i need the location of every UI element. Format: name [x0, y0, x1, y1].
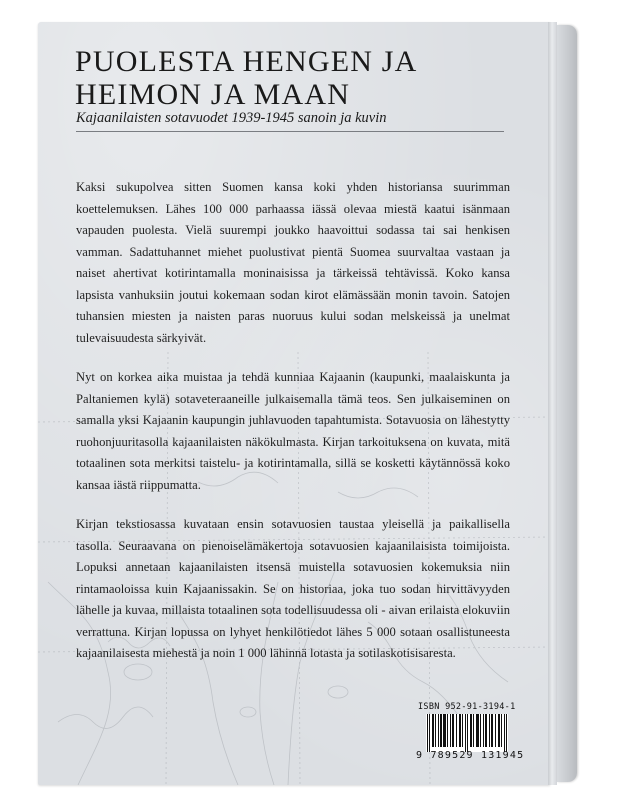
title-divider — [76, 131, 504, 132]
blurb-paragraph-3: Kirjan tekstiosassa kuvataan ensin sotavuosien taustaa yleisellä ja paikallisella tasolla. Seuraavana on pienoiselämäkertoja sotavuosien kajaanilaisista toimijoista. Lopuksi annetaan kajaanilaisten itsensä muistella sotavuosien kokemuksia niin rintamaoloissa kuin Kajaanissakin. Se on historiaa, joka tuo sodan hirvittävyyden lähelle ja kuvaa, millaista totaalinen sota todellisuudessa oli - aivan erilaista elokuviin verrattuna. Kirjan lopussa on lyhyet henkilötiedot lähes 5 000 sotaan osallistuneesta kajaanilaisesta miehestä ja noin 1 000 lähinnä lotasta ja sotilaskotisisaresta. — [76, 517, 510, 660]
blurb-paragraph-1: Kaksi sukupolvea sitten Suomen kansa koki yhden historiansa suurimman koettelemuksen. Lähes 100 000 parhaassa iässä olevaa miestä kaatui isänmaan vapauden puolesta. Vielä suurempi joukko haavoittui sodassa tai sai henkisen vamman. Sadattuhannet miehet puolustivat pientä Suomea suurvaltaa vastaan ja naiset ahertivat kotirintamalla moninaisissa ja tärkeissä tehtävissä. Koko kansa lapsista vanhuksiin joutui kokemaan sodan kirot elämässään monin tavoin. Satojen tuhansien miesten ja naisten paras nuoruus kului sodan melskeissä ja unelmat tulevaisuudesta särkyivät. — [76, 180, 510, 345]
barcode-block — [416, 702, 525, 761]
blurb — [76, 177, 510, 683]
isbn-label: ISBN 952-91-3194-1 — [418, 702, 516, 712]
cover-panel — [38, 22, 550, 785]
barcode-icon — [426, 714, 508, 752]
ean-digits: 9 789529 131945 — [416, 750, 525, 761]
title-line-2: HEIMON JA MAAN — [75, 78, 351, 111]
cover-hinge — [548, 22, 557, 785]
book-subtitle: Kajaanilaisten sotavuodet 1939-1945 sanoin ja kuvin — [76, 110, 387, 126]
book-spine-edge — [557, 25, 577, 782]
blurb-paragraph-2: Nyt on korkea aika muistaa ja tehdä kunniaa Kajaanin (kaupunki, maalaiskunta ja Paltaniemen kylä) sotaveteraaneille julkaisemalla tämä teos. Sen julkaiseminen on samalla yksi Kajaanin kaupungin juhlavuoden tapahtumista. Sotavuosia on lähestytty ruohonjuuritasolla kajaanilaisten näkökulmasta. Kirjan tarkoituksena on kuvata, mitä totaalinen sota merkitsi taistelu- ja kotirintamalla, sillä se kosketti käytännössä koko kansaa iästä riippumatta. — [76, 370, 510, 492]
title-line-1: PUOLESTA HENGEN JA — [75, 45, 418, 78]
book-back-cover — [38, 22, 576, 785]
book-title — [75, 45, 418, 111]
